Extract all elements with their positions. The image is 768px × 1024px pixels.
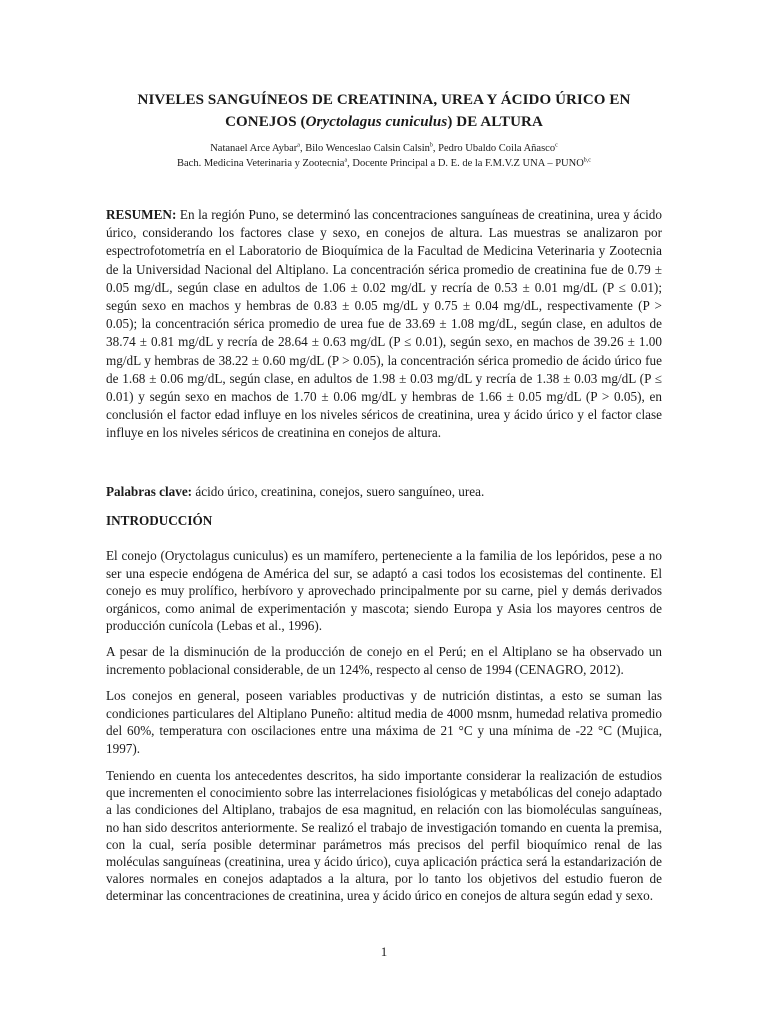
- author-1-mark: a: [297, 142, 300, 149]
- author-3-mark: c: [555, 142, 558, 149]
- author-3: , Pedro Ubaldo Coila Añasco: [432, 143, 556, 154]
- section-heading-introduction: INTRODUCCIÓN: [106, 513, 213, 528]
- title-line-2: [105, 111, 663, 133]
- title-line-2-start: CONEJOS (: [225, 114, 306, 130]
- abstract-text: En la región Puno, se determinó las concentraciones sanguíneas de creatinina, urea y ácido úrico, considerando los factores clase y sexo, en conejos de altura. Las muestras se analizaron por espectrofotometría en el Laboratorio de Bioquímica de la Facultad de Medicina Veterinaria y Zootecnia de la Universidad Nacional del Altiplano. La concentración sérica promedio de creatinina fue de 0.79 ± 0.05 mg/dL, según clase en adultos de 1.06 ± 0.02 mg/dL y recría de 0.53 ± 0.01 mg/dL (P ≤ 0.01); según sexo en machos y hembras de 0.83 ± 0.05 mg/dL y 0.75 ± 0.04 mg/dL, respectivamente (P > 0.05); la concentración sérica promedio de urea fue de 33.69 ± 1.08 mg/dL, según clase, en adultos de 38.74 ± 0.81 mg/dL y recría de 28.64 ± 0.63 mg/dL (P ≤ 0.01), según sexo, en machos de 39.26 ± 1.00 mg/dL y hembras de 38.22 ± 0.60 mg/dL (P > 0.05), la concentración sérica promedio de ácido úrico fue de 1.68 ± 0.06 mg/dL, según clase, en adultos de 1.98 ± 0.03 mg/dL y recría de 1.38 ± 0.03 mg/dL (P ≤ 0.01) y según sexo en machos de 1.70 ± 0.06 mg/dL y hembras de 1.66 ± 0.05 mg/dL (P > 0.05), en conclusión el factor edad influye en los niveles séricos de creatinina, urea y ácido úrico y el factor clase influye en los niveles séricos de creatinina en conejos de altura.: [106, 207, 662, 441]
- author-block: [100, 141, 668, 171]
- intro-paragraph: Los conejos en general, poseen variables productivas y de nutrición distintas, a esto se suman las condiciones particulares del Altiplano Puneño: altitud media de 4000 msnm, humedad relativa promedio del 60%, temperatura con oscilaciones entre una máxima de 21 °C y una mínima de -22 °C (Mujica, 1997).: [106, 688, 662, 756]
- keywords: [106, 483, 662, 501]
- affiliation-1: Bach. Medicina Veterinaria y Zootecnia: [177, 158, 345, 169]
- author-affiliations: [100, 156, 668, 171]
- affiliation-1-mark: a: [344, 157, 348, 164]
- intro-paragraph: El conejo (Oryctolagus cuniculus) es un mamífero, perteneciente a la familia de los lepóridos, pese a no ser una especie endógena de América del sur, se adaptó a casi todos los ecosistemas del continente. El conejo es muy prolífico, herbívoro y aprovechado principalmente por su carne, piel y demás derivados orgánicos, como animal de experimentación y mascota; siendo Europa y Asia los mayores centros de producción cunícola (Lebas et al., 1996).: [106, 548, 662, 633]
- author-2-mark: b: [429, 142, 433, 149]
- author-names: [100, 141, 668, 156]
- affiliation-2-mark: b,c: [583, 157, 591, 164]
- author-1: Natanael Arce Aybar: [210, 143, 298, 154]
- paper-title: [105, 89, 663, 133]
- intro-paragraph: Teniendo en cuenta los antecedentes descritos, ha sido importante considerar la realización de estudios que incrementen el conocimiento sobre las interrelaciones fisiológicas y metabólicas del conejo adaptado a las condiciones del Altiplano, trabajos de esa magnitud, en relación con las biomoléculas sanguíneas, no han sido descritos anteriormente. Se realizó el trabajo de investigación tomando en cuenta la premisa, con la cual, sería posible determinar parámetros más precisos del perfil bioquímico renal de las moléculas sanguíneas (creatinina, urea y ácido úrico), cuya aplicación práctica será la estandarización de valores normales en conejos adaptados a la altura, por lo tanto los objetivos del estudio fueron de determinar las concentraciones de creatinina, urea y ácido úrico en conejos de altura según edad y sexo.: [106, 768, 662, 904]
- keywords-label: Palabras clave:: [106, 484, 193, 499]
- title-line-2-end: ) DE ALTURA: [447, 114, 543, 130]
- author-2: , Bilo Wenceslao Calsin Calsin: [299, 143, 430, 154]
- affiliation-2: , Docente Principal a D. E. de la F.M.V.Z UNA – PUNO: [347, 158, 584, 169]
- title-line-1: NIVELES SANGUÍNEOS DE CREATININA, UREA Y ÁCIDO ÚRICO EN: [137, 92, 631, 108]
- page-number: 1: [380, 944, 388, 959]
- intro-paragraph: A pesar de la disminución de la producción de conejo en el Perú; en el Altiplano se ha observado un incremento poblacional considerable, de un 124%, respecto al censo de 1994 (CENAGRO, 2012).: [106, 644, 662, 677]
- keywords-text: ácido úrico, creatinina, conejos, suero sanguíneo, urea.: [192, 484, 485, 499]
- abstract: [106, 206, 662, 443]
- species-name: Oryctolagus cuniculus: [305, 114, 448, 130]
- abstract-label: RESUMEN:: [106, 207, 177, 222]
